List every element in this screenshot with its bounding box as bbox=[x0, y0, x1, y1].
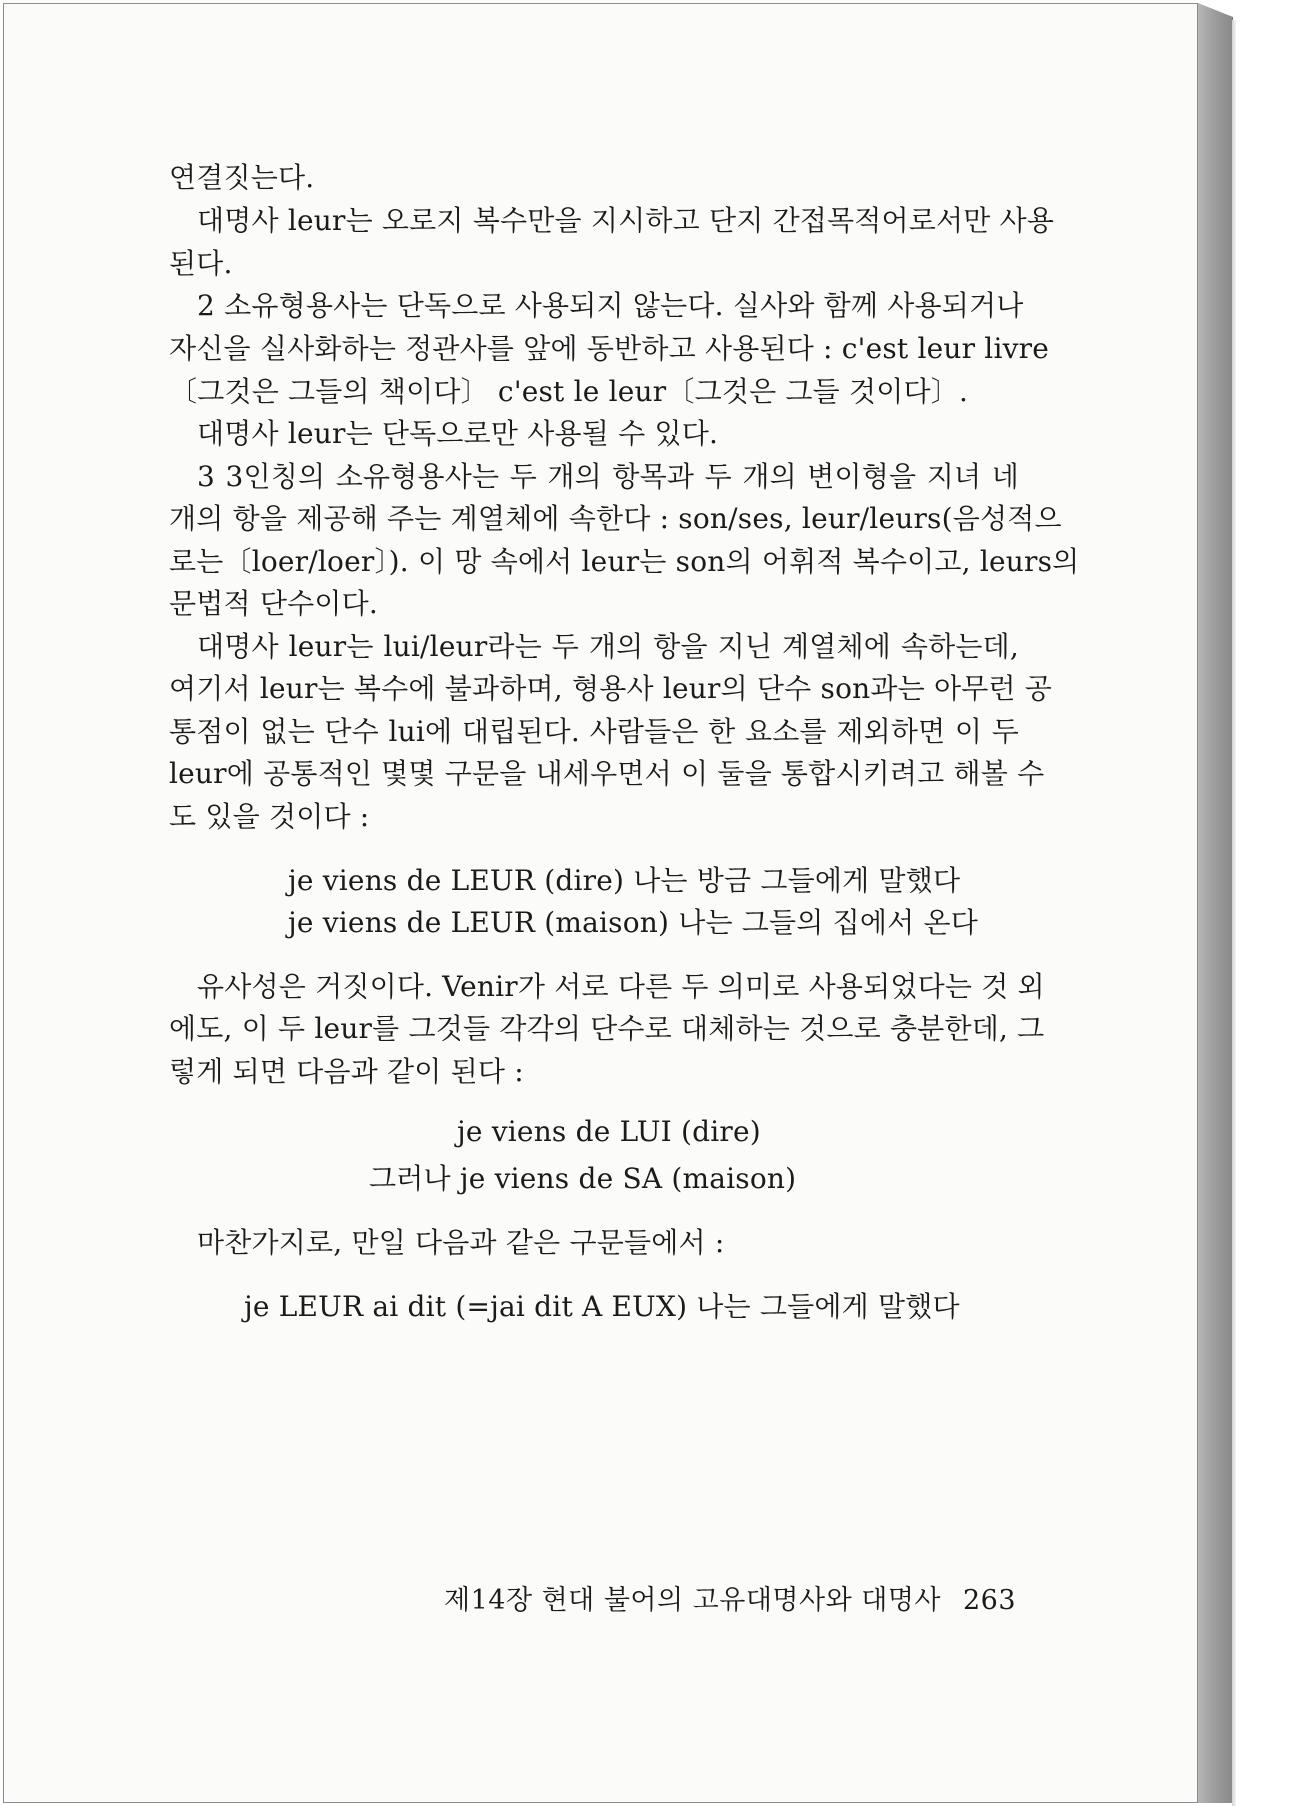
example-line: je viens de LEUR (maison) 나는 그들의 집에서 온다 bbox=[288, 906, 978, 939]
text-line: 유사성은 거짓이다. Venir가 서로 다른 두 의미로 사용되었다는 것 외 bbox=[197, 970, 1045, 1003]
page-footer bbox=[444, 1578, 1017, 1617]
example-line: 그러나 je viens de SA (maison) bbox=[369, 1162, 797, 1195]
text-line: 자신을 실사화하는 정관사를 앞에 동반하고 사용된다 : c'est leur livre bbox=[169, 332, 1049, 365]
text-line: 로는〔loer/loer〕). 이 망 속에서 leur는 son의 어휘적 복수이고, leurs의 bbox=[169, 545, 1080, 578]
text-line: 대명사 leur는 단독으로만 사용될 수 있다. bbox=[197, 417, 719, 450]
text-line: 대명사 leur는 lui/leur라는 두 개의 항을 지닌 계열체에 속하는데, bbox=[197, 630, 1019, 663]
example-line: je viens de LUI (dire) bbox=[457, 1115, 761, 1148]
text-line: 문법적 단수이다. bbox=[169, 587, 378, 620]
book-page bbox=[3, 3, 1198, 1803]
text-line: 2 소유형용사는 단독으로 사용되지 않는다. 실사와 함께 사용되거나 bbox=[197, 289, 1024, 322]
text-line: 3 3인칭의 소유형용사는 두 개의 항목과 두 개의 변이형을 지녀 네 bbox=[197, 460, 1019, 493]
text-line: 렇게 되면 다음과 같이 된다 : bbox=[169, 1055, 524, 1088]
text-line: 여기서 leur는 복수에 불과하며, 형용사 leur의 단수 son과는 아무런 공 bbox=[169, 672, 1053, 705]
example-line: je viens de LEUR (dire) 나는 방금 그들에게 말했다 bbox=[288, 864, 961, 897]
example-line: je LEUR ai dit (=jai dit A EUX) 나는 그들에게 말했다 bbox=[244, 1290, 960, 1323]
text-line: 〔그것은 그들의 책이다〕 c'est le leur〔그것은 그들 것이다〕. bbox=[169, 375, 969, 408]
text-line: 연결짓는다. bbox=[169, 161, 315, 194]
text-line: 에도, 이 두 leur를 그것들 각각의 단수로 대체하는 것으로 충분한데, 그 bbox=[169, 1012, 1045, 1045]
page-edge-shadow bbox=[1232, 20, 1236, 1806]
text-line: 개의 항을 제공해 주는 계열체에 속한다 : son/ses, leur/leurs(음성적으 bbox=[169, 502, 1062, 535]
text-line: leur에 공통적인 몇몇 구문을 내세우면서 이 둘을 통합시키려고 해볼 수 bbox=[169, 757, 1045, 790]
text-line: 마찬가지로, 만일 다음과 같은 구문들에서 : bbox=[197, 1226, 725, 1259]
text-line: 도 있을 것이다 : bbox=[169, 800, 370, 833]
page-number: 263 bbox=[963, 1585, 1017, 1616]
text-line: 통점이 없는 단수 lui에 대립된다. 사람들은 한 요소를 제외하면 이 두 bbox=[169, 715, 1019, 748]
text-line: 대명사 leur는 오로지 복수만을 지시하고 단지 간접목적어로서만 사용 bbox=[197, 204, 1055, 237]
text-line: 된다. bbox=[169, 247, 233, 280]
page-edge bbox=[1198, 3, 1233, 1803]
chapter-title: 제14장 현대 불어의 고유대명사와 대명사 bbox=[444, 1585, 941, 1616]
